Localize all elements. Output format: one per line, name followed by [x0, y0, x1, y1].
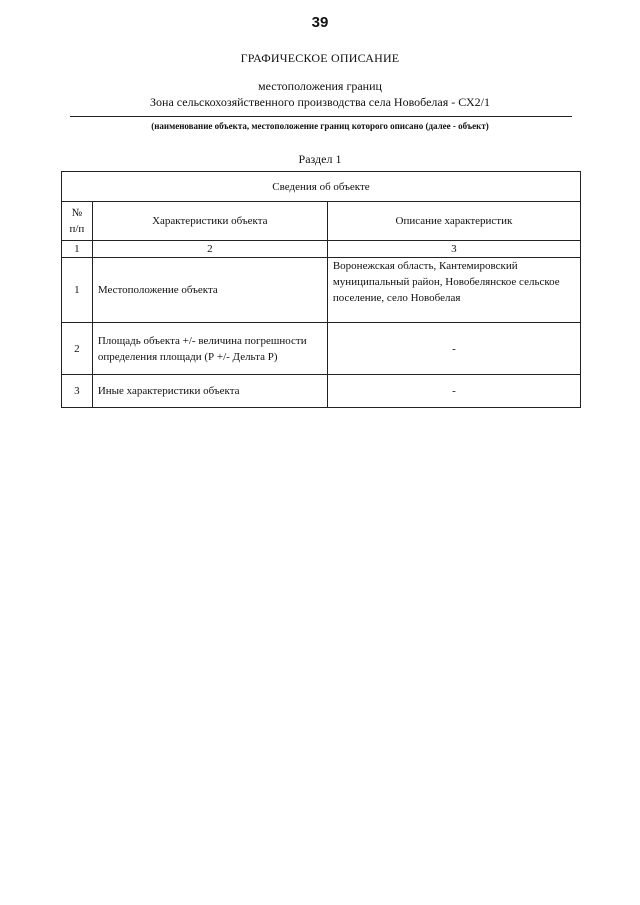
column-header-characteristic: Характеристики объекта [92, 202, 327, 241]
row-description: Воронежская область, Кантемировский муниципальный район, Новобелянское сельское поселение, село Новобелая [327, 258, 580, 323]
table-row [62, 258, 581, 323]
section-title: Раздел 1 [298, 152, 342, 166]
column-header-number: № п/п [62, 202, 93, 241]
column-number-3: 3 [327, 241, 580, 258]
column-number-2: 2 [92, 241, 327, 258]
table-row [62, 323, 581, 375]
column-number-1: 1 [62, 241, 93, 258]
row-number: 3 [62, 375, 93, 408]
row-characteristic: Площадь объекта +/- величина погрешности определения площади (Р +/- Дельта Р) [92, 323, 327, 375]
row-characteristic: Местоположение объекта [92, 258, 327, 323]
table-heading-row [62, 172, 581, 202]
row-description: - [327, 323, 580, 375]
title-underline [70, 116, 572, 117]
row-characteristic: Иные характеристики объекта [92, 375, 327, 408]
row-number: 1 [62, 258, 93, 323]
object-name-caption: (наименование объекта, местоположение границ которого описано (далее - объект) [151, 121, 489, 131]
column-header-description: Описание характеристик [327, 202, 580, 241]
document-title: ГРАФИЧЕСКОЕ ОПИСАНИЕ [240, 51, 400, 65]
document-subtitle: местоположения границ [258, 79, 382, 93]
table-heading: Сведения об объекте [62, 172, 581, 202]
table-row [62, 375, 581, 408]
row-number: 2 [62, 323, 93, 375]
page-number: 39 [311, 14, 329, 31]
object-info-table [61, 171, 581, 408]
row-description: - [327, 375, 580, 408]
table-column-header-row [62, 202, 581, 241]
object-name: Зона сельскохозяйственного производства села Новобелая - СХ2/1 [150, 95, 490, 109]
table-column-number-row [62, 241, 581, 258]
